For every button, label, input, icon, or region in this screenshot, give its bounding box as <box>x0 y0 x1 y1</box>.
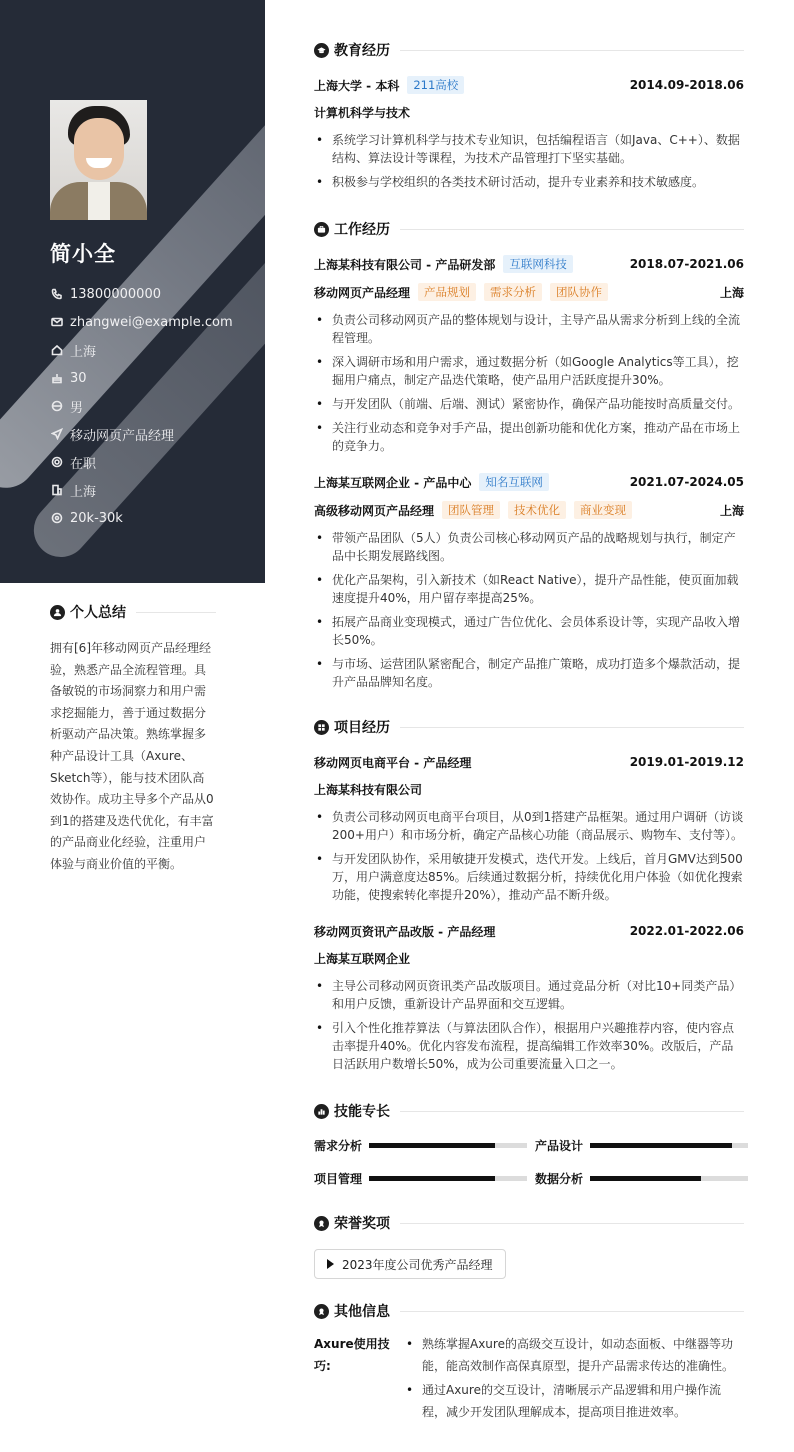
skills-header <box>314 1101 744 1121</box>
job-date: 2018.07-2021.06 <box>629 257 744 271</box>
phone-icon <box>50 287 64 301</box>
info-icon <box>314 1304 329 1319</box>
project-org: 上海某科技有限公司 <box>314 783 423 797</box>
bar-chart-icon <box>314 1104 329 1119</box>
skill-item: 项目管理 <box>314 1170 535 1187</box>
other-label: Axure使用技巧: <box>314 1337 390 1373</box>
salary-icon <box>50 511 64 525</box>
other-entry <box>314 1333 744 1423</box>
skills-section <box>314 1101 744 1187</box>
skill-item: 产品设计 <box>535 1137 756 1154</box>
project-name: 移动网页资讯产品改版 - 产品经理 <box>314 924 496 939</box>
sidebar <box>0 0 265 583</box>
divider <box>400 50 744 51</box>
honors-section <box>314 1213 744 1279</box>
skill-tag: 商业变现 <box>574 501 632 519</box>
list-item: • 带领产品团队（5人）负责公司核心移动网页产品的战略规划与执行，制定产品中长期发展路线图。 <box>314 529 744 565</box>
school-name: 上海大学 - 本科 211高校 <box>314 76 464 94</box>
info-salary: 20k-30k <box>50 504 233 532</box>
education-date: 2014.09-2018.06 <box>629 78 744 92</box>
skill-bar <box>369 1143 527 1148</box>
skill-bar-fill <box>369 1143 495 1148</box>
divider <box>136 612 216 613</box>
other-title: 其他信息 <box>334 1304 390 1320</box>
honors-list <box>314 1249 744 1279</box>
award-icon <box>314 1216 329 1231</box>
skill-tag: 产品规划 <box>418 283 476 301</box>
other-section <box>314 1301 744 1423</box>
avatar <box>50 100 147 220</box>
graduation-cap-icon <box>314 43 329 58</box>
job-role-row <box>314 501 744 519</box>
project-date: 2019.01-2019.12 <box>629 755 744 769</box>
skill-tag: 团队协作 <box>550 283 608 301</box>
skill-bar-fill <box>590 1143 732 1148</box>
list-item: • 与开发团队（前端、后端、测试）紧密协作，确保产品功能按时高质量交付。 <box>314 395 744 413</box>
gender-icon <box>50 399 64 413</box>
summary-header <box>50 602 216 622</box>
list-item: • 与市场、运营团队紧密配合，制定产品推广策略，成功打造多个爆款活动，提升产品品牌知名度。 <box>314 655 744 691</box>
skill-tag: 技术优化 <box>508 501 566 519</box>
info-status: 在职 <box>50 448 233 476</box>
briefcase-icon <box>314 222 329 237</box>
skills-grid <box>314 1137 744 1187</box>
job-entry-header <box>314 255 744 273</box>
project-entry-header <box>314 922 744 940</box>
job-city: 上海 <box>719 503 744 518</box>
list-item: • 深入调研市场和用户需求，通过数据分析（如Google Analytics等工具），挖掘用户痛点，制定产品迭代策略，使产品用户活跃度提升30%。 <box>314 353 744 389</box>
project-date: 2022.01-2022.06 <box>629 924 744 938</box>
mail-icon <box>50 315 64 329</box>
list-item: • 通过Axure的交互设计，清晰展示产品逻辑和用户操作流程，减少开发团队理解成本，提高项目推进效率。 <box>404 1379 744 1423</box>
list-item: • 优化产品架构，引入新技术（如React Native），提升产品性能，使页面加载速度提升40%，用户留存率提高25%。 <box>314 571 744 607</box>
list-item: • 与开发团队协作，采用敏捷开发模式，迭代开发。上线后，首月GMV达到500万，用户满意度达85%。后续通过数据分析，持续优化用户体验（如优化搜索功能，使搜索转化率提升20%），推动产品不断升级。 <box>314 850 744 904</box>
company-tag: 知名互联网 <box>479 473 549 491</box>
skill-tag: 团队管理 <box>442 501 500 519</box>
education-header <box>314 40 744 60</box>
work-title: 工作经历 <box>334 222 390 238</box>
play-icon <box>327 1259 334 1269</box>
info-phone: 13800000000 <box>50 280 233 308</box>
education-entry-header <box>314 76 744 94</box>
user-icon <box>50 605 65 620</box>
info-gender: 男 <box>50 392 233 420</box>
honors-header <box>314 1213 744 1233</box>
education-bullets <box>314 131 744 191</box>
info-target-city: 上海 <box>50 476 233 504</box>
job-role: 移动网页产品经理 产品规划 需求分析 团队协作 <box>314 283 608 301</box>
job-entry-header <box>314 473 744 491</box>
projects-header <box>314 717 744 737</box>
education-major: 计算机科学与技术 <box>314 106 411 120</box>
other-bullets <box>404 1333 744 1423</box>
summary-text: 拥有[6]年移动网页产品经理经验，熟悉产品全流程管理。具备敏锐的市场洞察力和用户需求挖掘能力，善于通过数据分析驱动产品决策。熟练掌握多种产品设计工具（Axure、Sketch等），能与技术团队高效协作。成功主导多个产品从0到1的搭建及迭代优化，有丰富的产品商业化经验，注重用户体验与商业价值的平衡。 <box>50 641 214 871</box>
skill-item: 需求分析 <box>314 1137 535 1154</box>
info-email: zhangwei@example.com <box>50 308 233 336</box>
work-header <box>314 219 744 239</box>
info-location: 上海 <box>50 336 233 364</box>
education-title: 教育经历 <box>334 43 390 59</box>
divider <box>400 1223 744 1224</box>
home-icon <box>50 343 64 357</box>
skill-bar <box>590 1176 748 1181</box>
info-age: 30 <box>50 364 233 392</box>
profile-name: 简小全 <box>50 242 116 266</box>
other-header <box>314 1301 744 1321</box>
send-icon <box>50 427 64 441</box>
skill-bar <box>590 1143 748 1148</box>
list-item: • 拓展产品商业变现模式，通过广告位优化、会员体系设计等，实现产品收入增长50%。 <box>314 613 744 649</box>
list-item: • 主导公司移动网页资讯类产品改版项目。通过竞品分析（对比10+同类产品）和用户反馈，重新设计产品界面和交互逻辑。 <box>314 977 744 1013</box>
list-item: • 积极参与学校组织的各类技术研讨活动，提升专业素养和技术敏感度。 <box>314 173 744 191</box>
projects-section <box>314 717 744 1073</box>
list-item: • 负责公司移动网页电商平台项目，从0到1搭建产品框架。通过用户调研（访谈200+用户）和市场分析，确定产品核心功能（商品展示、购物车、支付等）。 <box>314 808 744 844</box>
list-item: • 负责公司移动网页产品的整体规划与设计，主导产品从需求分析到上线的全流程管理。 <box>314 311 744 347</box>
divider <box>400 1111 744 1112</box>
honors-title: 荣誉奖项 <box>334 1216 390 1232</box>
job-role: 高级移动网页产品经理 团队管理 技术优化 商业变现 <box>314 501 632 519</box>
building-icon <box>50 483 64 497</box>
project-entry-header <box>314 753 744 771</box>
list-item: • 关注行业动态和竞争对手产品，提出创新功能和优化方案，推动产品在市场上的竞争力。 <box>314 419 744 455</box>
divider <box>400 727 744 728</box>
job-date: 2021.07-2024.05 <box>629 475 744 489</box>
school-tag: 211高校 <box>407 76 464 94</box>
company-name: 上海某科技有限公司 - 产品研发部 互联网科技 <box>314 255 573 273</box>
skill-tag: 需求分析 <box>484 283 542 301</box>
main-content <box>314 40 744 1423</box>
company-tag: 互联网科技 <box>503 255 573 273</box>
divider <box>400 229 744 230</box>
projects-title: 项目经历 <box>334 720 390 736</box>
list-item: • 引入个性化推荐算法（与算法团队合作），根据用户兴趣推荐内容，使内容点击率提升40%。优化内容发布流程，提高编辑工作效率30%。改版后，产品日活跃用户数增长50%，成为公司重要流量入口之一。 <box>314 1019 744 1073</box>
list-item: • 系统学习计算机科学与技术专业知识，包括编程语言（如Java、C++）、数据结构、算法设计等课程，为技术产品管理打下坚实基础。 <box>314 131 744 167</box>
job-bullets <box>314 311 744 455</box>
skill-bar <box>369 1176 527 1181</box>
project-name: 移动网页电商平台 - 产品经理 <box>314 755 472 770</box>
age-icon <box>50 371 64 385</box>
summary-title: 个人总结 <box>70 605 126 621</box>
list-item: • 熟练掌握Axure的高级交互设计，如动态面板、中继器等功能，能高效制作高保真原型，提升产品需求传达的准确性。 <box>404 1333 744 1377</box>
summary-section <box>50 602 216 876</box>
skill-bar-fill <box>369 1176 495 1181</box>
education-section <box>314 40 744 191</box>
company-name: 上海某互联网企业 - 产品中心 知名互联网 <box>314 473 549 491</box>
grid-icon <box>314 720 329 735</box>
status-icon <box>50 455 64 469</box>
job-role-row <box>314 283 744 301</box>
profile-info-list <box>50 280 233 532</box>
project-bullets <box>314 808 744 904</box>
job-bullets <box>314 529 744 691</box>
divider <box>400 1311 744 1312</box>
work-section <box>314 219 744 691</box>
skill-item: 数据分析 <box>535 1170 756 1187</box>
skills-title: 技能专长 <box>334 1104 390 1120</box>
project-bullets <box>314 977 744 1073</box>
skill-bar-fill <box>590 1176 701 1181</box>
project-org: 上海某互联网企业 <box>314 952 411 966</box>
info-position: 移动网页产品经理 <box>50 420 233 448</box>
honor-item: 2023年度公司优秀产品经理 <box>314 1249 506 1279</box>
job-city: 上海 <box>719 285 744 300</box>
